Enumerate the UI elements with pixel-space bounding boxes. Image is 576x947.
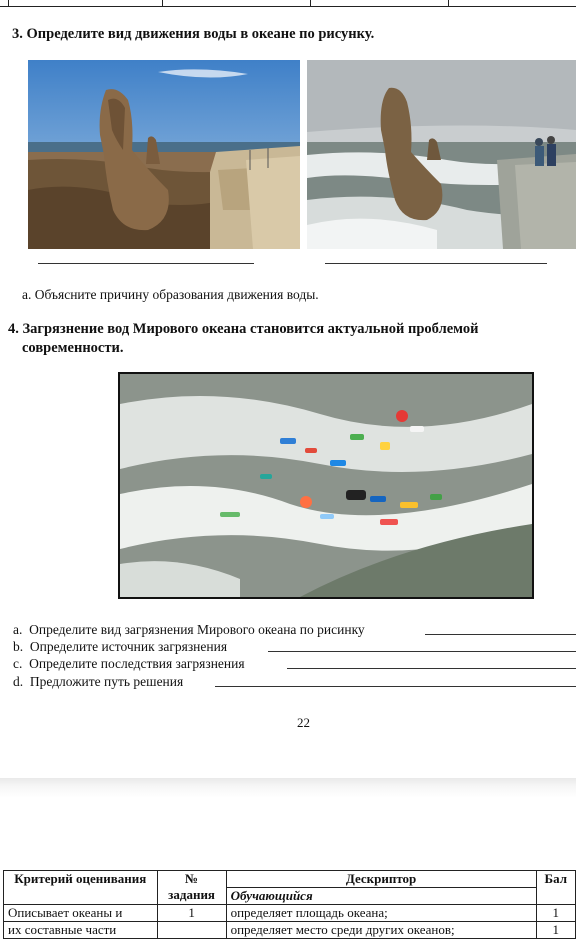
page-separator (0, 778, 576, 798)
subheader-student: Обучающийся (226, 888, 536, 905)
header-task-number: № задания (157, 871, 226, 905)
question4-heading-line1: 4. Загрязнение вод Мирового океана становится актуальной проблемой (8, 321, 479, 337)
row2-task (157, 922, 226, 939)
row1-descriptor: определяет площадь океана; (226, 905, 536, 922)
answer-line-a[interactable] (425, 634, 576, 635)
question4-item-d: d. Предложите путь решения (13, 674, 184, 689)
answer-line-c[interactable] (287, 668, 576, 669)
question3-item-a: a. Объясните причину образования движения воды. (22, 287, 319, 302)
low-tide-illustration (28, 60, 300, 249)
high-tide-illustration (307, 60, 576, 249)
row2-descriptor: определяет место среди других океанов; (226, 922, 536, 939)
row1-criterion: Описывает океаны и (4, 905, 158, 922)
previous-table-bottom (0, 0, 576, 7)
question4-item-c: c. Определите последствия загрязнения (13, 656, 245, 671)
answer-line-left[interactable] (38, 263, 254, 264)
header-descriptor: Дескриптор (226, 871, 536, 888)
row2-criterion: их составные части (4, 922, 158, 939)
answer-line-right[interactable] (325, 263, 547, 264)
row1-task: 1 (157, 905, 226, 922)
question4-heading-line2: современности. (22, 340, 124, 356)
high-tide-photo (307, 60, 576, 249)
question4-item-a: a. Определите вид загрязнения Мирового океана по рисинку (13, 622, 365, 637)
header-score: Бал (536, 871, 575, 905)
row1-score: 1 (536, 905, 575, 922)
ocean-pollution-photo (118, 372, 534, 599)
low-tide-photo (28, 60, 300, 249)
plastic-waste-illustration (120, 374, 532, 597)
page-number: 22 (297, 715, 310, 730)
question3-heading: 3. Определите вид движения воды в океане по рисунку. (12, 26, 375, 42)
row2-score: 1 (536, 922, 575, 939)
question4-item-b: b. Определите источник загрязнения (13, 639, 228, 654)
answer-line-b[interactable] (268, 651, 576, 652)
assessment-rubric-table (3, 870, 576, 939)
header-criterion: Критерий оценивания (4, 871, 158, 905)
answer-line-d[interactable] (215, 686, 576, 687)
